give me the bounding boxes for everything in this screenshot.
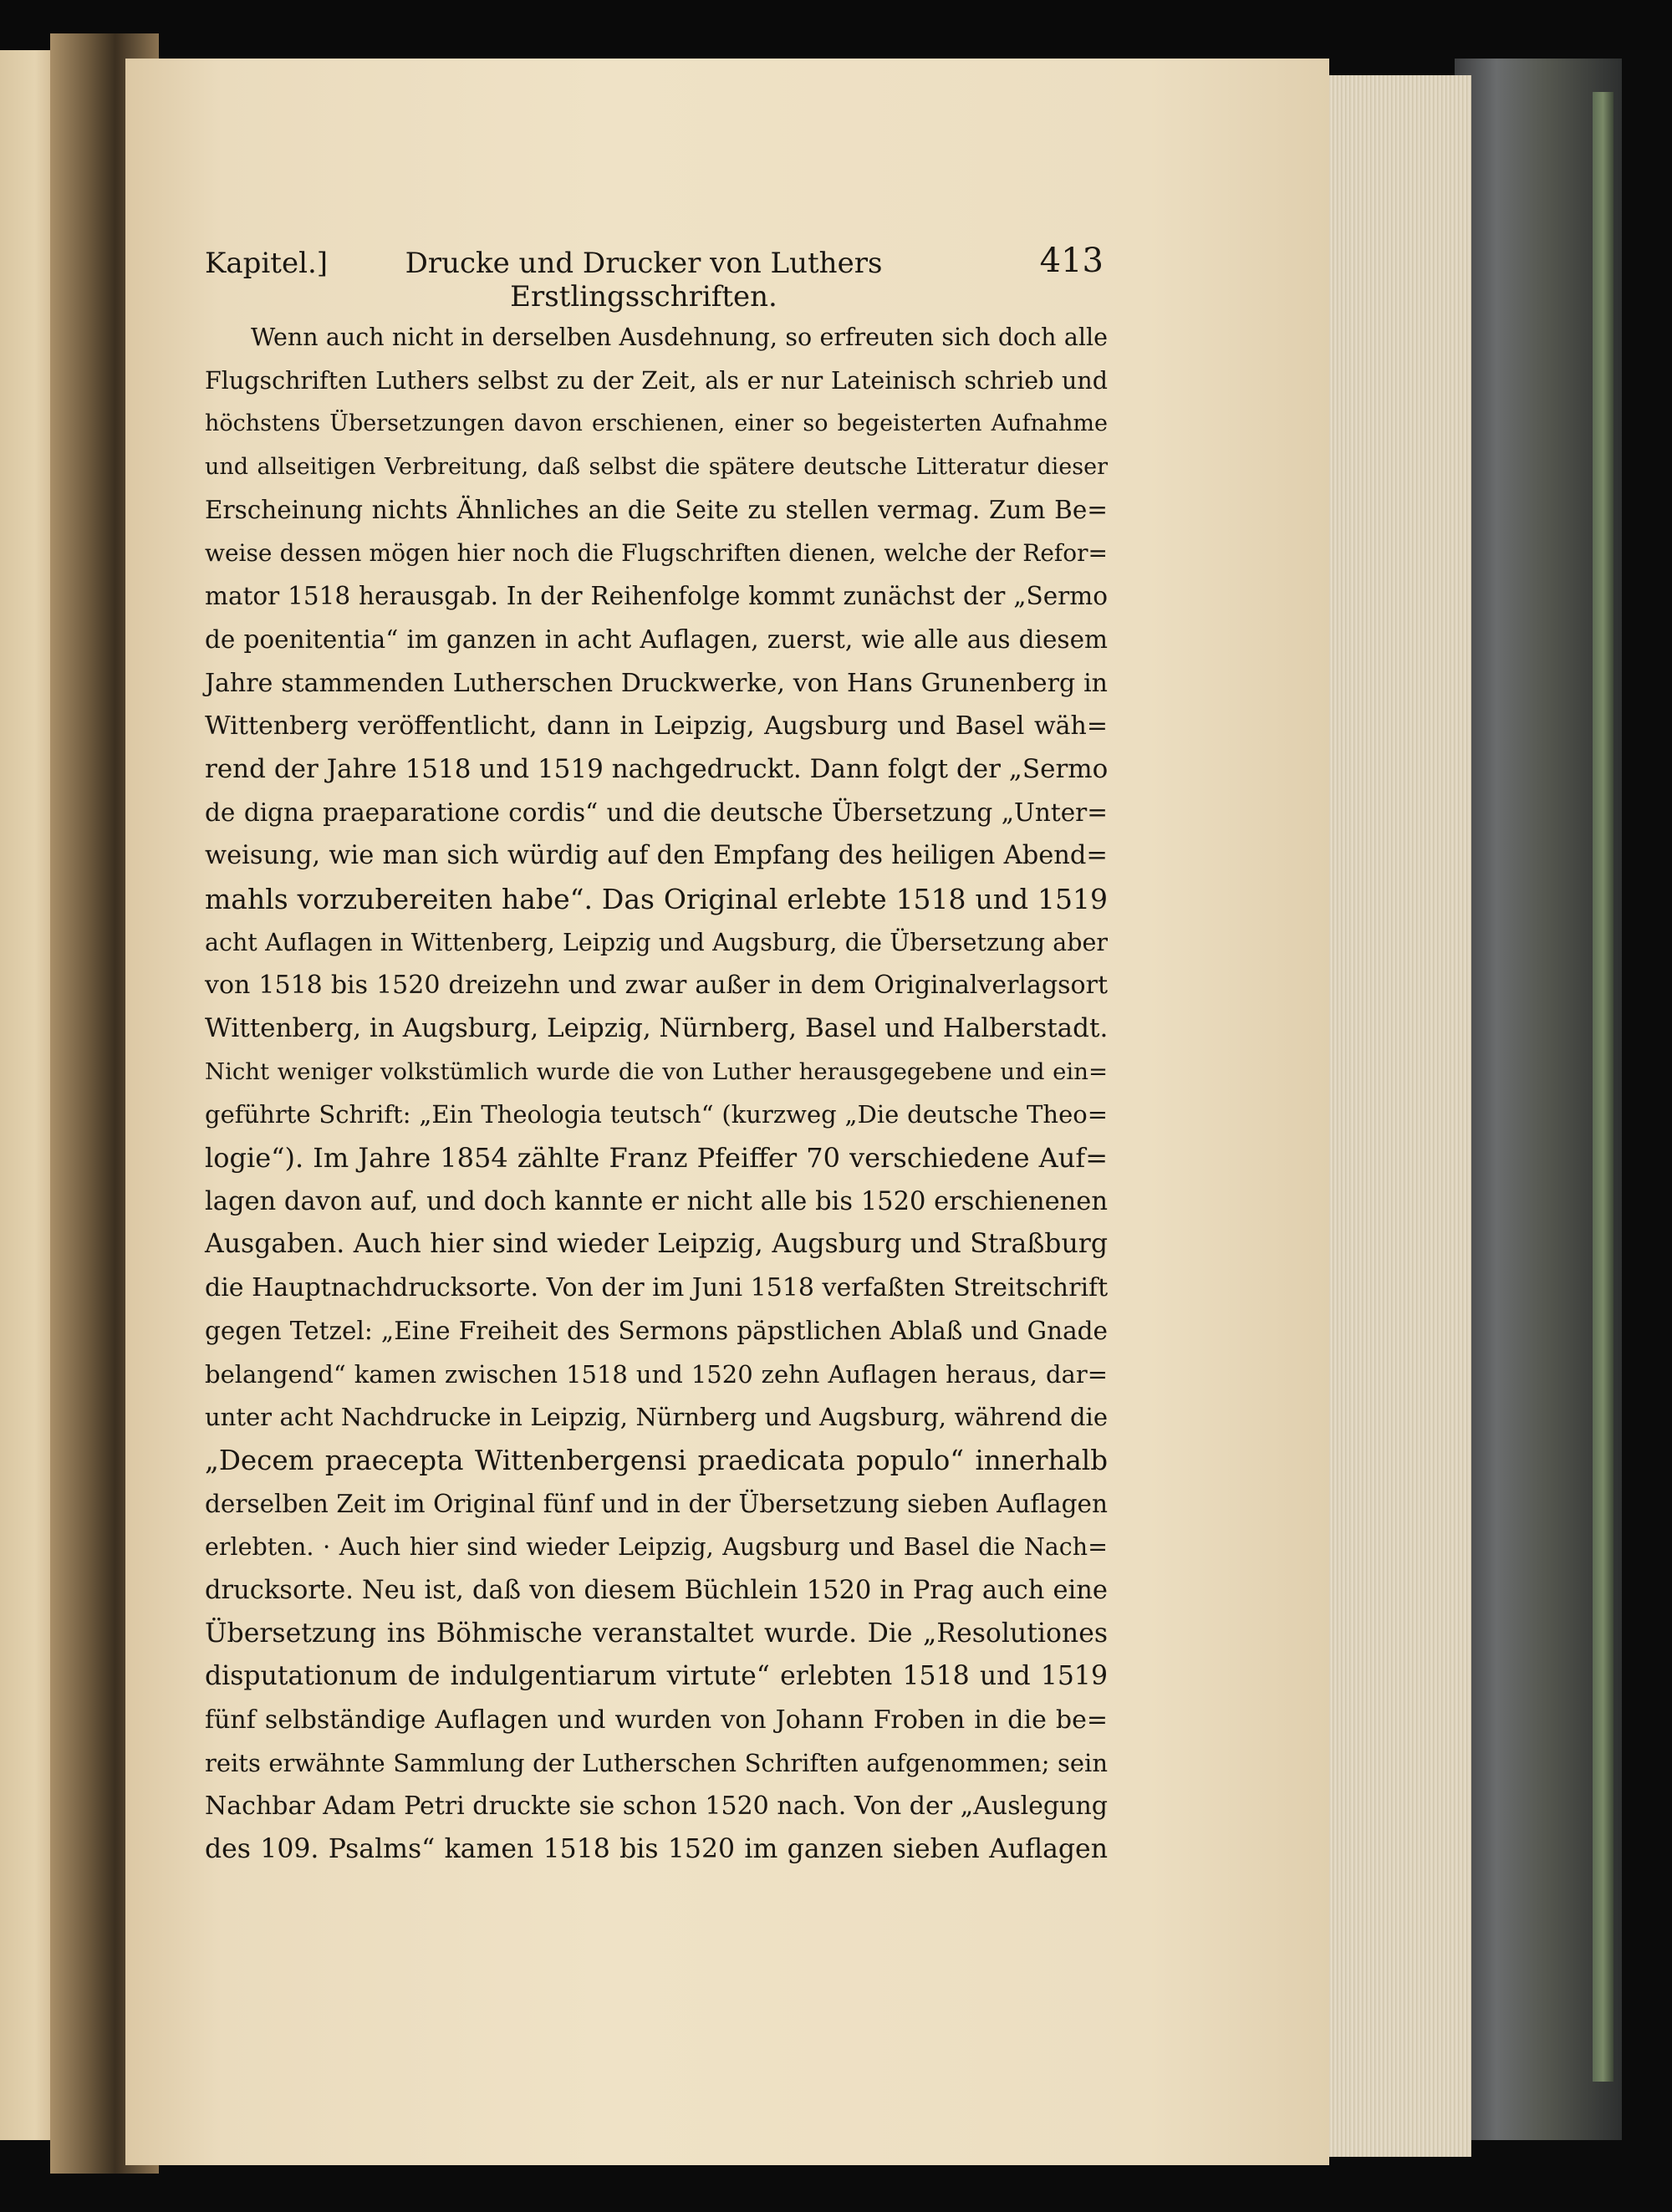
text-line: Jahre stammenden Lutherschen Druckwerke, von Hans Grunenberg in [205,668,1108,698]
text-line: die Hauptnachdrucksorte. Von der im Juni 1518 verfaßten Streitschrift [205,1273,1109,1303]
text-line: de digna praeparatione cordis“ und die deutsche Übersetzung „Unter= [205,798,1108,827]
text-line: „Decem praecepta Wittenbergensi praedicata populo“ innerhalb [205,1444,1108,1476]
text-line: reits erwähnte Sammlung der Lutherschen Schriften aufgenommen; sein [205,1748,1108,1777]
text-line: Wenn auch nicht in derselben Ausdehnung, so erfreuten sich doch alle [251,324,1108,351]
text-line: Erscheinung nichts Ähnliches an die Seite zu stellen vermag. Zum Be= [205,495,1108,524]
text-line: des 109. Psalms“ kamen 1518 bis 1520 im ganzen sieben Auflagen [205,1834,1108,1865]
text-line: Wittenberg veröffentlicht, dann in Leipzig, Augsburg und Basel wäh= [205,711,1108,742]
text-line: lagen davon auf, und doch kannte er nicht alle bis 1520 erschienenen [205,1186,1108,1216]
text-line: disputationum de indulgentiarum virtute“ erlebten 1518 und 1519 [205,1661,1108,1692]
text-line: acht Auflagen in Wittenberg, Leipzig und Augsburg, die Übersetzung aber [205,928,1108,956]
running-title: Drucke und Drucker von Luthers Erstlingsschriften. [405,247,883,313]
page-edges [1329,75,1471,2157]
text-line: mahls vorzubereiten habe“. Das Original erlebte 1518 und 1519 [205,882,1108,915]
text-line: Flugschriften Luthers selbst zu der Zeit, als er nur Lateinisch schrieb und [205,366,1108,395]
text-line: fünf selbständige Auflagen und wurden von Johann Froben in die be= [205,1705,1108,1735]
text-line: Übersetzung ins Böhmische veranstaltet wurde. Die „Resolutiones [205,1618,1108,1649]
text-line: von 1518 bis 1520 dreizehn und zwar außer in dem Originalverlagsort [205,971,1108,1001]
text-line: erlebten. · Auch hier sind wieder Leipzig, Augsburg und Basel die Nach= [205,1533,1108,1562]
text-line: de poenitentia“ im ganzen in acht Auflagen, zuerst, wie alle aus diesem [205,624,1108,654]
cover-edge [1593,92,1613,2082]
body-text [205,316,1108,1872]
text-line: drucksorte. Neu ist, daß von diesem Büchlein 1520 in Prag auch eine [205,1575,1108,1605]
text-line: weise dessen mögen hier noch die Flugschriften dienen, welche der Refor= [205,539,1108,568]
text-line: logie“). Im Jahre 1854 zählte Franz Pfeiffer 70 verschiedene Auf= [205,1142,1108,1175]
running-head [205,238,1104,313]
text-line: Ausgaben. Auch hier sind wieder Leipzig, Augsburg und Straßburg [205,1229,1108,1260]
text-line: gegen Tetzel: „Eine Freiheit des Sermons päpstlichen Ablaß und Gnade [205,1316,1108,1345]
text-line: höchstens Übersetzungen davon erschienen, einer so begeisterten Aufnahme [205,410,1108,437]
text-line: und allseitigen Verbreitung, daß selbst die spätere deutsche Litteratur dieser [205,454,1108,481]
text-line: mator 1518 herausgab. In der Reihenfolge kommt zunächst der „Sermo [205,582,1108,611]
text-line: unter acht Nachdrucke in Leipzig, Nürnberg und Augsburg, während die [205,1403,1108,1432]
text-line: Nicht weniger volkstümlich wurde die von Luther herausgegebene und ein= [205,1058,1108,1085]
background [0,0,1672,50]
text-line: weisung, wie man sich würdig auf den Empfang des heiligen Abend= [205,841,1108,871]
text-line: belangend“ kamen zwischen 1518 und 1520 zehn Auflagen heraus, dar= [205,1359,1108,1389]
text-line: rend der Jahre 1518 und 1519 nachgedruckt. Dann folgt der „Sermo [205,753,1109,784]
text-line: Wittenberg, in Augsburg, Leipzig, Nürnberg, Basel und Halberstadt. [205,1013,1109,1043]
page-number: 413 [1039,242,1104,280]
chapter-label: Kapitel.] [205,247,329,280]
text-line: derselben Zeit im Original fünf und in der Übersetzung sieben Auflagen [205,1489,1108,1518]
text-line: geführte Schrift: „Ein Theologia teutsch“ (kurzweg „Die deutsche Theo= [205,1100,1108,1129]
text-line: Nachbar Adam Petri druckte sie schon 1520 nach. Von der „Auslegung [205,1792,1108,1822]
